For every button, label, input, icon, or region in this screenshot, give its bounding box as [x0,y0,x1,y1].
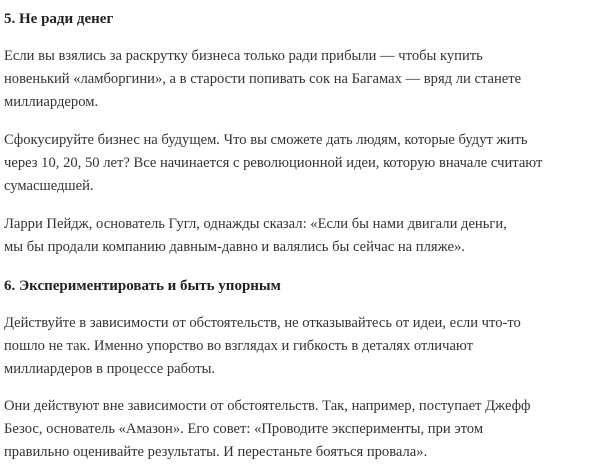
paragraph-line: миллиардеров в процессе работы. [4,361,216,377]
paragraph-line: Если вы взялись за раскрутку бизнеса только ради прибыли — чтобы купить [4,48,483,64]
paragraph-bezos [4,395,530,464]
paragraph-line: сумасшедшей. [4,178,94,194]
paragraph-quote-page [4,213,507,259]
paragraph-line: мы бы продали компанию давным-давно и валялись бы сейчас на пляже». [4,239,465,255]
paragraph-line: правильно оценивайте результаты. И перестаньте бояться провала». [4,444,428,460]
paragraph-line: Ларри Пейдж, основатель Гугл, однажды сказал: «Если бы нами двигали деньги, [4,216,507,232]
paragraph-money [4,45,521,114]
paragraph-line: новенький «ламборгини», а в старости попивать сок на Багамах — вряд ли станете [4,71,522,87]
section-heading-5: 5. Не ради денег [4,11,114,27]
paragraph-line: Безос, основатель «Амазон». Его совет: «Проводите эксперименты, при этом [4,421,484,437]
paragraph-persistence [4,312,521,381]
section-heading-6: 6. Экспериментировать и быть упорным [4,278,281,294]
paragraph-line: Действуйте в зависимости от обстоятельств, не отказывайтесь от идеи, если что-то [4,315,521,331]
paragraph-future [4,129,542,198]
paragraph-line: Они действуют вне зависимости от обстоятельств. Так, например, поступает Джефф [4,398,531,414]
paragraph-line: через 10, 20, 50 лет? Все начинается с революционной идеи, которую вначале считают [4,155,543,171]
paragraph-line: пошло не так. Именно упорство во взглядах и гибкость в деталях отличают [4,338,474,354]
paragraph-line: миллиардером. [4,94,99,110]
paragraph-line: Сфокусируйте бизнес на будущем. Что вы сможете дать людям, которые будут жить [4,132,528,148]
